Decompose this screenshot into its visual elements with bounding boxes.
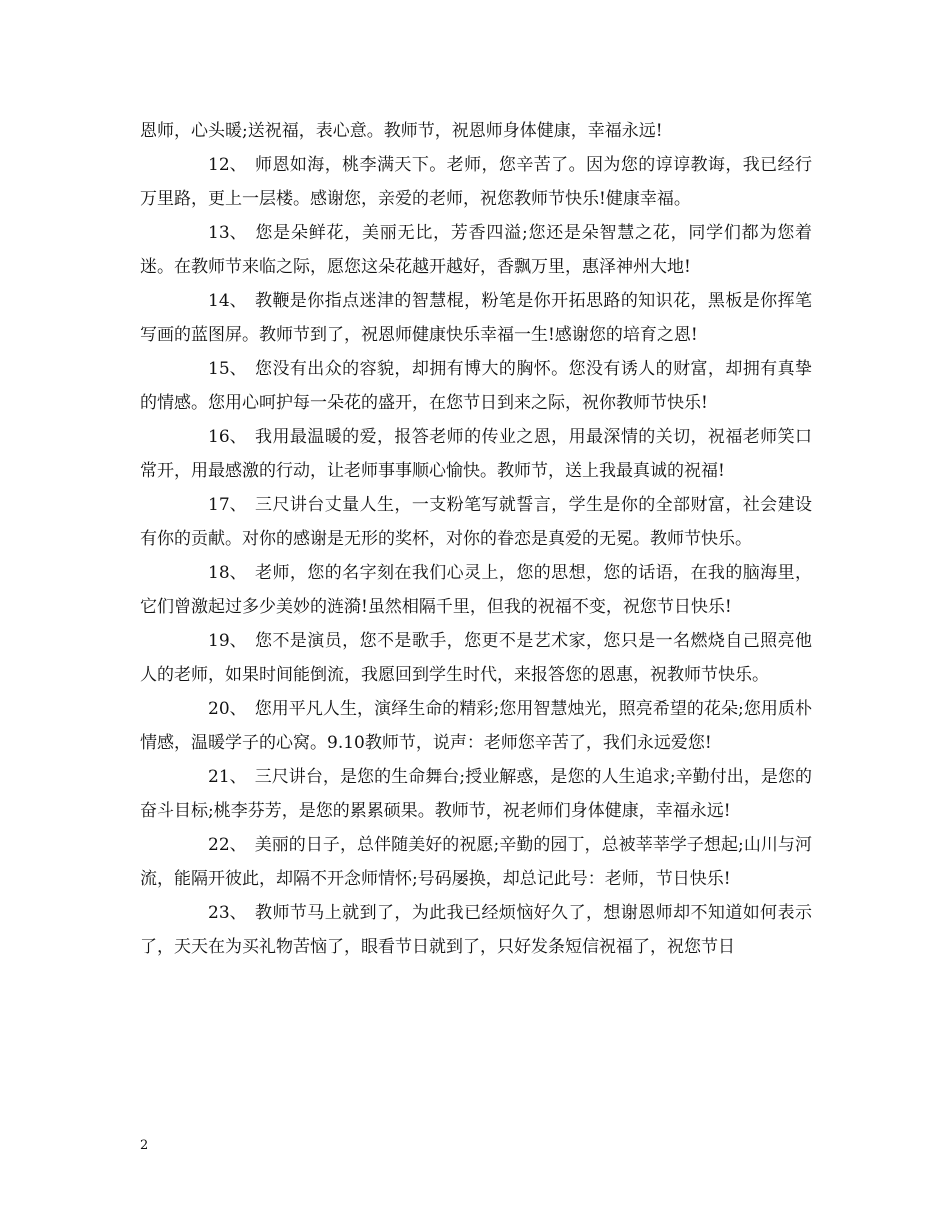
list-item <box>140 760 812 828</box>
item-number: 13、 <box>208 223 247 243</box>
item-number: 21、 <box>208 767 247 787</box>
item-text: 您不是演员，您不是歌手，您更不是艺术家，您只是一名燃烧自己照亮他人的老师，如果时间能倒流，我愿回到学生时代，来报答您的恩惠，祝教师节快乐。 <box>140 631 812 685</box>
item-text: 您没有出众的容貌，却拥有博大的胸怀。您没有诱人的财富，却拥有真挚的情感。您用心呵护每一朵花的盛开，在您节日到来之际，祝你教师节快乐! <box>140 359 812 413</box>
item-text: 三尺讲台，是您的生命舞台;授业解惑，是您的人生追求;辛勤付出，是您的奋斗目标;桃李芬芳，是您的累累硕果。教师节，祝老师们身体健康，幸福永远! <box>140 767 812 821</box>
item-number: 14、 <box>208 291 247 311</box>
item-number: 12、 <box>208 155 247 175</box>
list-item <box>140 488 812 556</box>
list-item <box>140 352 812 420</box>
item-text: 老师，您的名字刻在我们心灵上，您的思想，您的话语，在我的脑海里，它们曾激起过多少美妙的涟漪!虽然相隔千里，但我的祝福不变，祝您节日快乐! <box>140 563 812 617</box>
item-text: 美丽的日子，总伴随美好的祝愿;辛勤的园丁，总被莘莘学子想起;山川与河流，能隔开彼此，却隔不开念师情怀;号码屡换，却总记此号：老师，节日快乐! <box>140 835 812 889</box>
page-number: 2 <box>140 1138 149 1153</box>
list-item <box>140 896 812 964</box>
list-item <box>140 216 812 284</box>
list-item <box>140 284 812 352</box>
item-number: 20、 <box>208 699 247 719</box>
item-text: 教鞭是你指点迷津的智慧棍，粉笔是你开拓思路的知识花，黑板是你挥笔写画的蓝图屏。教师节到了，祝恩师健康快乐幸福一生!感谢您的培育之恩! <box>140 291 812 345</box>
item-number: 16、 <box>208 427 247 447</box>
document-body <box>140 114 812 964</box>
item-text: 师恩如海，桃李满天下。老师，您辛苦了。因为您的谆谆教诲，我已经行万里路，更上一层楼。感谢您，亲爱的老师，祝您教师节快乐!健康幸福。 <box>140 155 812 209</box>
item-number: 19、 <box>208 631 247 651</box>
item-number: 23、 <box>208 903 247 923</box>
paragraph-continued <box>140 114 812 148</box>
list-item <box>140 556 812 624</box>
list-item <box>140 148 812 216</box>
paragraph-text: 恩师，心头暖;送祝福，表心意。教师节，祝恩师身体健康，幸福永远! <box>140 121 663 141</box>
item-text: 您用平凡人生，演绎生命的精彩;您用智慧烛光，照亮希望的花朵;您用质朴情感，温暖学子的心窝。9.10教师节，说声：老师您辛苦了，我们永远爱您! <box>140 699 812 753</box>
item-number: 22、 <box>208 835 247 855</box>
item-number: 17、 <box>208 495 247 515</box>
item-text: 我用最温暖的爱，报答老师的传业之恩，用最深情的关切，祝福老师笑口常开，用最感激的行动，让老师事事顺心愉快。教师节，送上我最真诚的祝福! <box>140 427 812 481</box>
item-number: 15、 <box>208 359 247 379</box>
list-item <box>140 624 812 692</box>
item-text: 您是朵鲜花，美丽无比，芳香四溢;您还是朵智慧之花，同学们都为您着迷。在教师节来临之际，愿您这朵花越开越好，香飘万里，惠泽神州大地! <box>140 223 812 277</box>
item-text: 教师节马上就到了，为此我已经烦恼好久了，想谢恩师却不知道如何表示了，天天在为买礼物苦恼了，眼看节日就到了，只好发条短信祝福了，祝您节日 <box>140 903 812 957</box>
item-number: 18、 <box>208 563 247 583</box>
list-item <box>140 828 812 896</box>
list-item <box>140 692 812 760</box>
item-text: 三尺讲台丈量人生，一支粉笔写就誓言，学生是你的全部财富，社会建设有你的贡献。对你的感谢是无形的奖杯，对你的眷恋是真爱的无冕。教师节快乐。 <box>140 495 812 549</box>
list-item <box>140 420 812 488</box>
